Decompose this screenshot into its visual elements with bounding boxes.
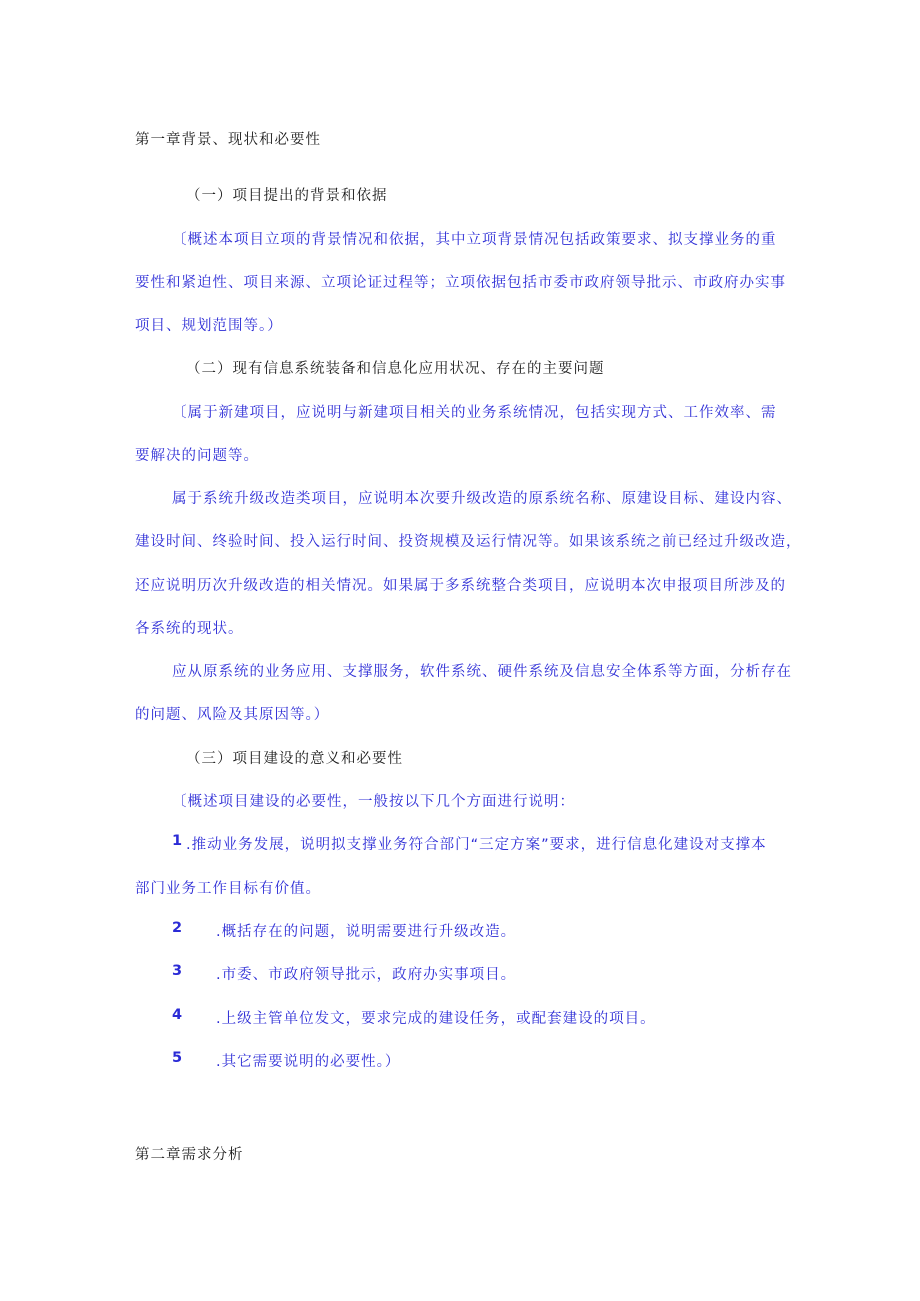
section1-note-line: 要性和紧迫性、项目来源、立项论证过程等；立项依据包括市委市政府领导批示、市政府办实事 [135, 275, 786, 291]
list-item-text: .推动业务发展，说明拟支撑业务符合部门“三定方案”要求，进行信息化建设对支撑本 [186, 837, 767, 853]
section2-para1-line: 要解决的问题等。 [135, 448, 259, 464]
list-item-number: 1 [172, 833, 184, 849]
section2-para3-line: 应从原系统的业务应用、支撑服务，软件系统、硬件系统及信息安全体系等方面，分析存在 [172, 664, 792, 680]
section1-note-line: 项目、规划范围等。） [135, 318, 283, 334]
section1-heading: （一）项目提出的背景和依据 [186, 188, 388, 204]
list-item-text: .上级主管单位发文，要求完成的建设任务，或配套建设的项目。 [216, 1011, 656, 1027]
list-item-number: 5 [172, 1050, 184, 1066]
section3-heading: （三）项目建设的意义和必要性 [186, 751, 403, 767]
list-item-text: .其它需要说明的必要性。） [216, 1054, 401, 1070]
section1-note-line: 〔概述本项目立项的背景情况和依据，其中立项背景情况包括政策要求、拟支撑业务的重 [172, 232, 777, 248]
list-item-text: .市委、市政府领导批示，政府办实事项目。 [216, 967, 517, 983]
section2-heading: （二）现有信息系统装备和信息化应用状况、存在的主要问题 [186, 361, 605, 377]
list-item-text: 部门业务工作目标有价值。 [135, 881, 321, 897]
section2-para2-line: 各系统的现状。 [135, 621, 244, 637]
section2-para1-line: 〔属于新建项目，应说明与新建项目相关的业务系统情况，包括实现方式、工作效率、需 [172, 405, 777, 421]
section2-para2-line: 建设时间、终验时间、投入运行时间、投资规模及运行情况等。如果该系统之前已经过升级改造， [135, 534, 802, 550]
section2-para3-line: 的问题、风险及其原因等。） [135, 707, 330, 723]
chapter1-title: 第一章背景、现状和必要性 [135, 132, 321, 148]
section2-para2-line: 还应说明历次升级改造的相关情况。如果属于多系统整合类项目，应说明本次申报项目所涉及的 [135, 578, 786, 594]
list-item-number: 3 [172, 963, 184, 979]
chapter2-title: 第二章需求分析 [135, 1147, 244, 1163]
section2-para2-line: 属于系统升级改造类项目，应说明本次要升级改造的原系统名称、原建设目标、建设内容、 [172, 491, 792, 507]
list-item-text: .概括存在的问题，说明需要进行升级改造。 [216, 924, 517, 940]
list-item-number: 4 [172, 1007, 184, 1023]
section3-intro: 〔概述项目建设的必要性，一般按以下几个方面进行说明： [172, 794, 575, 810]
list-item-number: 2 [172, 920, 184, 936]
